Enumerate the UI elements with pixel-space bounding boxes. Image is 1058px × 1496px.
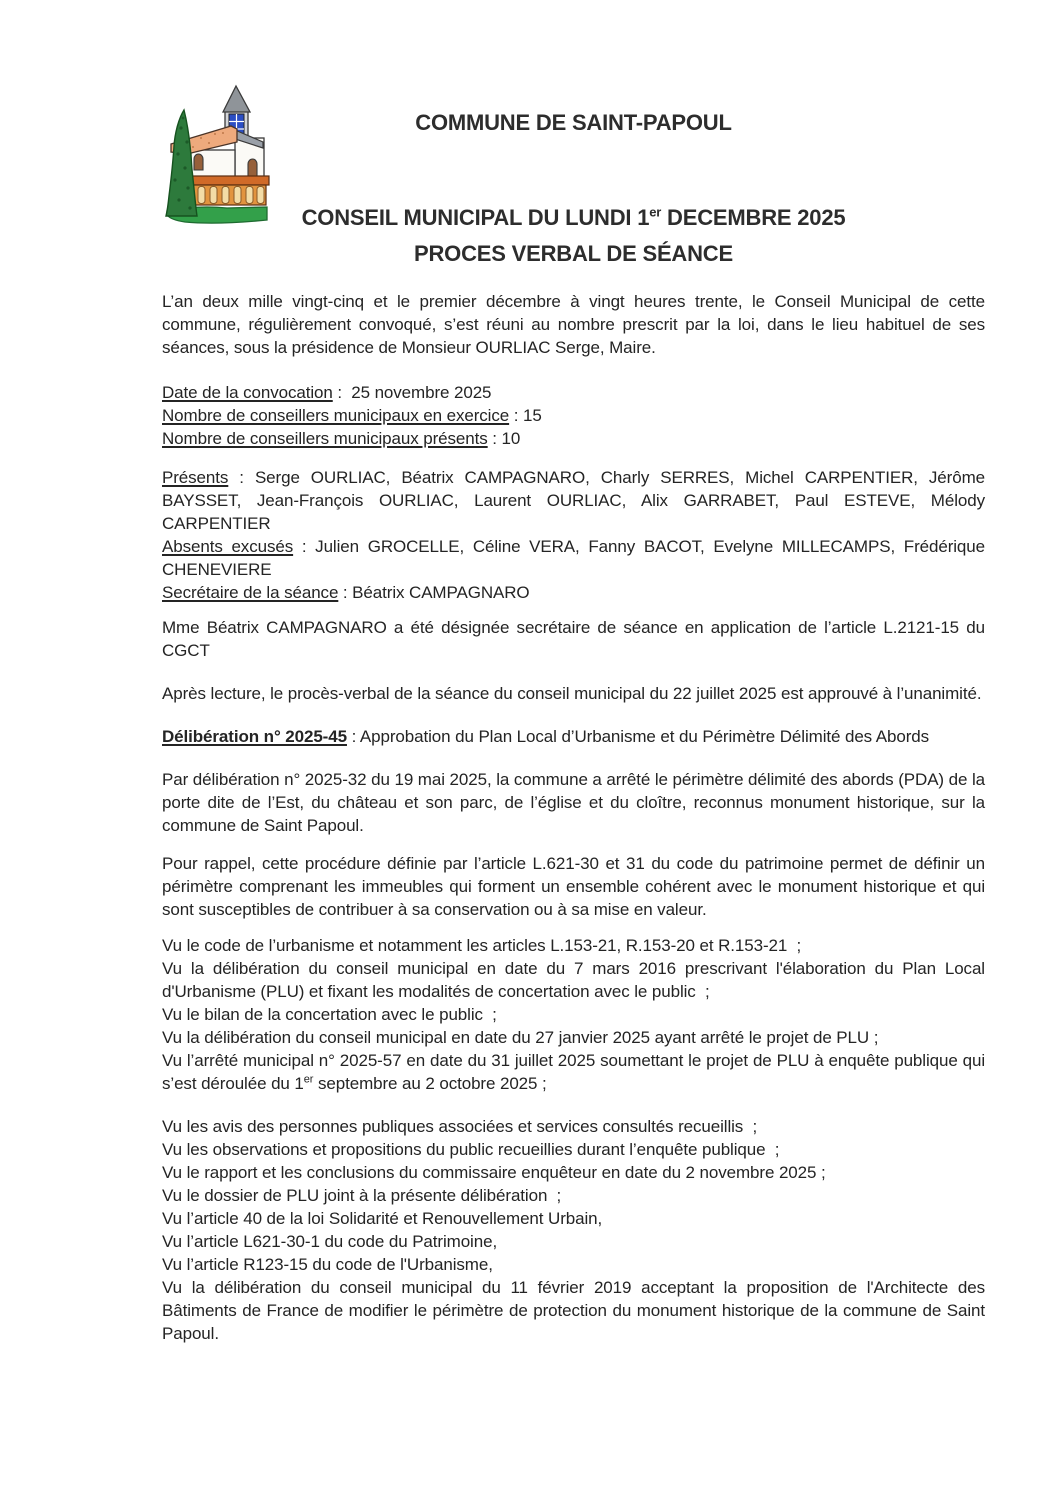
vu-text: Vu l’article 40 de la loi Solidarité et Renouvellement Urbain,	[162, 1209, 603, 1228]
vu-line	[162, 1184, 985, 1207]
meeting-title-date: DECEMBRE 2025	[661, 205, 846, 230]
vu-text: Vu l’article R123-15 du code de l'Urbanisme,	[162, 1255, 493, 1274]
vu-text: Vu le rapport et les conclusions du commissaire enquêteur en date du 2 novembre 2025 ;	[162, 1163, 826, 1182]
meta-label: Nombre de conseillers municipaux en exercice	[162, 406, 510, 425]
meta-value: : 15	[509, 406, 542, 425]
logo-right-window	[248, 159, 257, 178]
approval-paragraph: Après lecture, le procès-verbal de la séance du conseil municipal du 22 juillet 2025 est approuvé à l’unanimité.	[162, 684, 982, 703]
vu-line	[162, 1207, 985, 1230]
attendance-line	[162, 581, 985, 604]
meta-label: Date de la convocation	[162, 383, 333, 402]
logo-balustrade-rail	[189, 176, 269, 185]
vu-block-2	[162, 1115, 990, 1345]
attendance-line	[162, 535, 990, 581]
vu-line	[162, 1138, 985, 1161]
attendance-names: : Julien GROCELLE, Céline VERA, Fanny BACOT, Evelyne MILLECAMPS, Frédérique CHENEVIERE	[162, 537, 990, 579]
meta-line	[162, 381, 985, 404]
meta-label: Nombre de conseillers municipaux présents	[162, 429, 488, 448]
vu-block-1	[162, 934, 990, 1095]
deliberation-title: : Approbation du Plan Local d’Urbanisme et du Périmètre Délimité des Abords	[346, 727, 930, 746]
commune-title: COMMUNE DE SAINT-PAPOUL	[415, 110, 732, 135]
meeting-title	[162, 200, 985, 272]
vu-text: Vu le dossier de PLU joint à la présente délibération ;	[162, 1186, 562, 1205]
attendance-names: : Béatrix CAMPAGNARO	[338, 583, 530, 602]
meeting-title-line	[162, 200, 985, 236]
meeting-title-superscript: er	[649, 204, 662, 220]
meta-block	[162, 381, 985, 450]
meta-line	[162, 404, 985, 427]
vu-line	[162, 1253, 985, 1276]
logo-left-window	[194, 154, 203, 170]
attendance-label: Secrétaire de la séance	[162, 583, 339, 602]
vu-line	[162, 1115, 985, 1138]
meta-line	[162, 427, 985, 450]
attendance-line	[162, 466, 990, 535]
attendance-names: : Serge OURLIAC, Béatrix CAMPAGNARO, Charly SERRES, Michel CARPENTIER, Jérôme BAYSSET, Jean-François OURLIAC, Laurent OURLIAC, Alix GARRABET, Paul ESTEVE, Mélody CARPENTIER	[162, 468, 990, 533]
vu-text: Vu la délibération du conseil municipal en date du 27 janvier 2025 ayant arrêté le projet de PLU ;	[162, 1028, 879, 1047]
vu-line	[162, 957, 990, 1003]
vu-text: Vu la délibération du conseil municipal du 11 février 2019 acceptant la proposition de l'Architecte des Bâtiments de France de modifier le périmètre de protection du monument historique de la commune de Saint Papoul.	[162, 1278, 990, 1343]
secretary-paragraph: Mme Béatrix CAMPAGNARO a été désignée secrétaire de séance en application de l’article L.2121-15 du CGCT	[162, 618, 990, 660]
vu-line	[162, 1003, 985, 1026]
logo-spire	[223, 86, 250, 112]
vu-text: Vu le bilan de la concertation avec le public ;	[162, 1005, 497, 1024]
meta-value: : 10	[487, 429, 521, 448]
vu-text: Vu la délibération du conseil municipal en date du 7 mars 2016 prescrivant l'élaboration du Plan Local d'Urbanisme (PLU) et fixant les modalités de concertation avec le public ;	[162, 959, 990, 1001]
deliberation-heading	[162, 725, 985, 748]
vu-line	[162, 1049, 990, 1095]
vu-text-after: septembre au 2 octobre 2025 ;	[313, 1074, 547, 1093]
vu-text: Vu l’arrêté municipal n° 2025-57 en date du 31 juillet 2025 soumettant le projet de PLU à enquête publique qui s’est déroulée du 1	[162, 1051, 990, 1093]
vu-text: Vu les observations et propositions du public recueillies durant l’enquête publique ;	[162, 1140, 780, 1159]
deliberation-number: Délibération n° 2025-45	[162, 727, 347, 746]
attendance-label: Absents excusés	[162, 537, 294, 556]
pda-paragraph: Par délibération n° 2025-32 du 19 mai 2025, la commune a arrêté le périmètre délimité des abords (PDA) de la porte dite de l’Est, du château et son parc, de l’église et du cloître, reconnus monument historique, sur la commune de Saint Papoul.	[162, 770, 990, 835]
attendance-block	[162, 466, 990, 604]
intro-paragraph: L’an deux mille vingt-cinq et le premier décembre à vingt heures trente, le Conseil Municipal de cette commune, régulièrement convoqué, s’est réuni au nombre prescrit par la loi, dans le lieu habituel de ses séances, sous la présidence de Monsieur OURLIAC Serge, Maire.	[162, 292, 990, 357]
vu-superscript: er	[303, 1073, 314, 1086]
vu-line	[162, 1161, 985, 1184]
vu-text: Vu le code de l’urbanisme et notamment les articles L.153-21, R.153-20 et R.153-21 ;	[162, 936, 802, 955]
vu-line	[162, 1026, 985, 1049]
meeting-subtitle: PROCES VERBAL DE SÉANCE	[414, 241, 733, 266]
vu-line	[162, 934, 985, 957]
vu-text: Vu les avis des personnes publiques associées et services consultés recueillis ;	[162, 1117, 758, 1136]
meta-value: : 25 novembre 2025	[332, 383, 492, 402]
vu-line	[162, 1276, 990, 1345]
vu-line	[162, 1230, 985, 1253]
vu-text: Vu l’article L621-30-1 du code du Patrimoine,	[162, 1232, 498, 1251]
attendance-label: Présents	[162, 468, 229, 487]
meeting-title-text: CONSEIL MUNICIPAL DU LUNDI 1	[301, 205, 650, 230]
rappel-paragraph: Pour rappel, cette procédure définie par l’article L.621-30 et 31 du code du patrimoine permet de définir un périmètre comprenant les immeubles qui forment un ensemble cohérent avec le monument historique et qui sont susceptibles de contribuer à sa conservation ou à sa mise en valeur.	[162, 854, 990, 919]
document-body	[162, 290, 990, 1345]
